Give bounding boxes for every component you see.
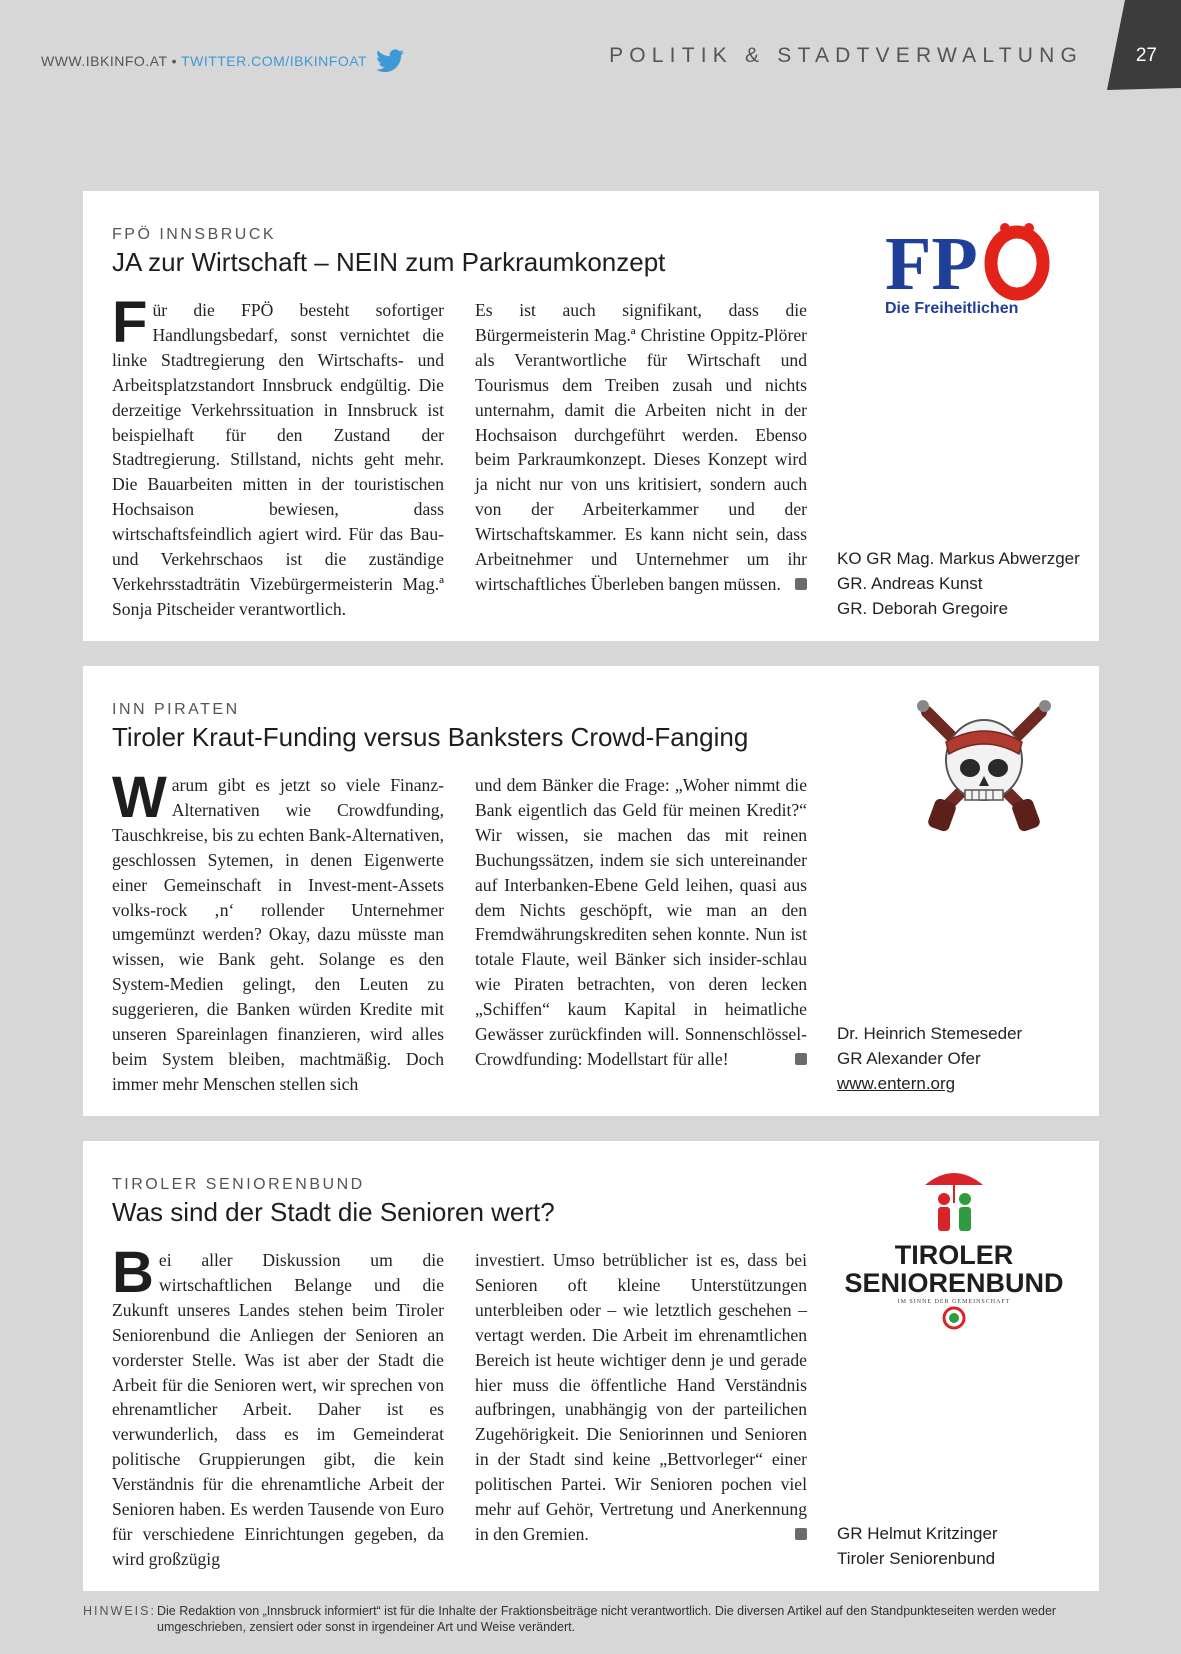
signer: GR. Andreas Kunst bbox=[837, 574, 983, 593]
drop-cap: W bbox=[112, 765, 167, 830]
page-number: 27 bbox=[1135, 45, 1157, 66]
end-of-article-mark bbox=[795, 578, 807, 590]
fpoe-logo-subtitle: Die Freiheitlichen bbox=[885, 300, 1019, 317]
article-column-left bbox=[112, 290, 444, 622]
seniorenbund-logo-line2: SENIORENBUND bbox=[844, 1268, 1064, 1298]
article-tiroler-seniorenbund bbox=[83, 1141, 1099, 1591]
signer: GR. Deborah Gregoire bbox=[837, 599, 1009, 618]
article-kicker: TIROLER SENIORENBUND bbox=[112, 1176, 365, 1193]
article-headline: Tiroler Kraut-Funding versus Banksters Crowd-Fanging bbox=[112, 722, 749, 752]
article-kicker: FPÖ INNSBRUCK bbox=[112, 226, 277, 243]
signer: Dr. Heinrich Stemeseder bbox=[837, 1024, 1023, 1043]
article-text: arum gibt es jetzt so viele Finanz-Alternativen wie Crowdfunding, Tauschkreise, bis zu echten Bank-Alternativen, geschlossen Sytemen, in denen Eigenwerte einer Gemeinschaft in Invest-ment-Assets volks-rock ‚n‘ rollender Unternehmer umgemünzt werden? Okay, dazu müsste man wissen, wie Bank geht. Solange es den System-Medien gelingt, den Leuten zu suggerieren, die Banken würden Kredite mit unseren Spareinlagen finanzieren, wird alles beim System bleiben, machtmäßig. Doch immer mehr Menschen stellen sich bbox=[112, 775, 444, 1094]
footer-text: Die Redaktion von „Innsbruck informiert“ ist für die Inhalte der Fraktionsbeiträge nicht verantwortlich. Die diversen Artikel auf den Standpunkteseiten werden weder umgeschrieben, zensiert oder sonst in irgendeiner Art und Weise verändert. bbox=[157, 1604, 1057, 1634]
seniorenbund-logo-line1: TIROLER bbox=[894, 1240, 1014, 1270]
article-text: ei aller Diskussion um die wirtschaftlichen Belange und die Zukunft unseres Landes stehen beim Tiroler Seniorenbund die Anliegen der Senioren an vorderster Stelle. Was ist aber der Stadt die Arbeit für die Senioren wert, wir sprechen von ehrenamtlicher Arbeit. Daher ist es verwunderlich, dass es im Gemeinderat politische Gruppierungen gibt, die kein Verständnis für die ehrenamtliche Arbeit der Senioren haben. Es werden Tausende von Euro für verschiedene Einrichtungen gegeben, da wird großzügig bbox=[112, 1250, 444, 1569]
article-signers bbox=[837, 1021, 1022, 1096]
twitter-bird-icon[interactable] bbox=[376, 49, 404, 73]
article-column-right bbox=[475, 298, 807, 597]
article-text: investiert. Umso betrüblicher ist es, dass bei Senioren oft kleine Unterstützungen unterbleiben oder – wie letztlich geschehen – vertagt werden. Die Arbeit im ehrenamtlichen Bereich ist heute wichtiger denn je und gerade hier muss die öffentliche Hand Verständnis aufbringen, unabhängig von der parteilichen Zugehörigkeit. Die Seniorinnen und Senioren in der Stadt sind keine „Bettvorleger“ einer politischen Partei. Wir Senioren pochen viel mehr auf Gehör, Vertretung und Anerkennung in den Gremien. bbox=[475, 1250, 807, 1544]
section-title: POLITIK & STADTVERWALTUNG bbox=[609, 44, 1083, 67]
article-inn-piraten bbox=[83, 666, 1099, 1116]
twitter-link[interactable]: TWITTER.COM/IBKINFOAT bbox=[181, 53, 368, 69]
article-headline: Was sind der Stadt die Senioren wert? bbox=[112, 1197, 555, 1227]
footer-note bbox=[83, 1603, 1099, 1635]
footer-label: HINWEIS: bbox=[83, 1604, 156, 1618]
site-url[interactable]: WWW.IBKINFO.AT • bbox=[41, 53, 178, 69]
article-text: Es ist auch signifikant, dass die Bürgermeisterin Mag.ª Christine Oppitz-Plörer als Verantwortliche für Wirtschaft und Tourismus dem Treiben zusah und nichts unternahm, damit die Arbeiten nicht in der Hochsaison durchgeführt werden. Ebenso beim Parkraumkonzept. Dieses Konzept wird ja nicht nur von uns kritisiert, sondern auch von der Arbeiterkammer und der Wirtschaftskammer. Es kann nicht sein, dass Arbeitnehmer und Unternehmer um ihr wirtschaftliches Überleben bangen müssen. bbox=[475, 300, 807, 594]
article-column-left bbox=[112, 1240, 444, 1572]
signer: GR Helmut Kritzinger bbox=[837, 1524, 998, 1543]
seniorenbund-logo-tagline: IM SINNE DER GEMEINSCHAFT bbox=[897, 1299, 1011, 1305]
signer: KO GR Mag. Markus Abwerzger bbox=[837, 549, 1080, 568]
signer: GR Alexander Ofer bbox=[837, 1049, 981, 1068]
drop-cap: B bbox=[112, 1240, 154, 1305]
website-link[interactable]: www.entern.org bbox=[837, 1074, 956, 1093]
site-header bbox=[41, 49, 404, 73]
drop-cap: F bbox=[112, 290, 148, 355]
signer: Tiroler Seniorenbund bbox=[837, 1549, 996, 1568]
article-fpoe bbox=[83, 191, 1099, 641]
article-signers bbox=[837, 546, 1080, 621]
end-of-article-mark bbox=[795, 1053, 807, 1065]
article-column-left bbox=[112, 765, 444, 1097]
pirate-skull-logo bbox=[909, 690, 1059, 840]
article-headline: JA zur Wirtschaft – NEIN zum Parkraumkonzept bbox=[112, 247, 666, 277]
article-text: ür die FPÖ besteht sofortiger Handlungsbedarf, sonst vernichtet die linke Stadtregierung den Wirtschafts- und Arbeitsplatzstandort Innsbruck endgültig. Die derzeitige Verkehrssituation in Innsbruck ist beispielhaft für den Zustand der Stadtregierung. Stillstand, nichts geht mehr. Die Bauarbeiten mitten in der touristischen Hochsaison bewiesen, dass wirtschaftsfeindlich agiert wird. Für das Bau- und Verkehrschaos ist die zuständige Verkehrsstadträtin Vizebürgermeisterin Mag.ª Sonja Pitscheider verantwortlich. bbox=[112, 300, 444, 619]
article-signers bbox=[837, 1521, 998, 1571]
article-kicker: INN PIRATEN bbox=[112, 701, 240, 718]
seniorenbund-logo bbox=[843, 1163, 1065, 1333]
svg-text:FP: FP bbox=[885, 222, 978, 306]
fpoe-logo bbox=[883, 221, 1063, 321]
article-text: und dem Bänker die Frage: „Woher nimmt die Bank eigentlich das Geld für meinen Kredit?“ Wir wissen, sie machen das mit reinen Buchungssätzen, indem sie sich untereinander auf Interbanken-Ebene Geld leihen, quasi aus dem Nichts geschöpft, wie man an den Fremdwährungskrediten sehen konnte. Nun ist totale Flaute, weil Bänker sich insider-schlau wie Piraten betrachten, von deren lecken „Schiffen“ kaum Kapital in heimatliche Gewässer zurückfinden will. Sonnenschlössel- Crowdfunding: Modellstart für alle! bbox=[475, 775, 807, 1069]
article-column-right bbox=[475, 1248, 807, 1547]
end-of-article-mark bbox=[795, 1528, 807, 1540]
article-column-right bbox=[475, 773, 807, 1072]
